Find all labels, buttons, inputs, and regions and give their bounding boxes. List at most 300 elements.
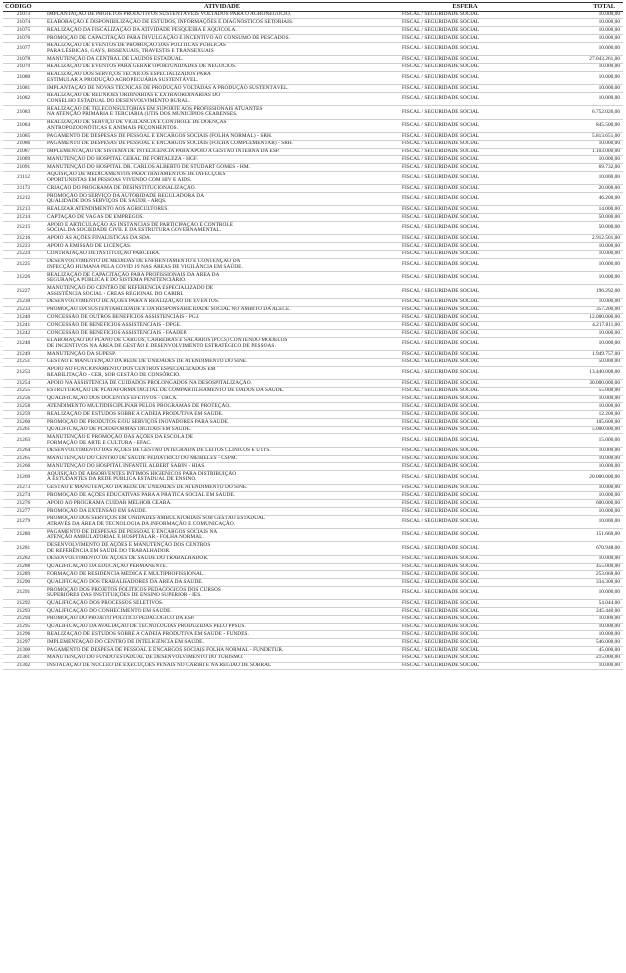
cell-total: 196.292,00 <box>530 285 623 298</box>
table-row <box>3 156 623 164</box>
cell-atividade: MANUTENÇÃO DA CENTRAL DE LAUDOS ESTADUAL. <box>44 56 400 64</box>
table-row <box>3 426 623 434</box>
cell-esfera: FISCAL / SEGURIDADE SOCIAL <box>400 447 530 455</box>
table-row <box>3 71 623 84</box>
cell-atividade: PROMOÇÃO DA EXTENSÃO EM SAÚDE. <box>44 507 400 515</box>
cell-total: 10.000,00 <box>530 403 623 411</box>
cell-codigo: 21173 <box>3 185 44 193</box>
table-row <box>3 358 623 366</box>
table-row <box>3 243 623 251</box>
cell-codigo: 21293 <box>3 608 44 616</box>
cell-total: 10.000,00 <box>530 71 623 84</box>
table-row <box>3 600 623 608</box>
cell-esfera: FISCAL / SEGURIDADE SOCIAL <box>400 206 530 214</box>
cell-codigo: 21302 <box>3 662 44 670</box>
cell-codigo: 21076 <box>3 34 44 42</box>
cell-esfera: FISCAL / SEGURIDADE SOCIAL <box>400 185 530 193</box>
cell-esfera: FISCAL / SEGURIDADE SOCIAL <box>400 314 530 322</box>
cell-esfera: FISCAL / SEGURIDADE SOCIAL <box>400 106 530 119</box>
table-row <box>3 185 623 193</box>
cell-total: 20.000,00 <box>530 185 623 193</box>
cell-atividade: PAGAMENTO DE DESPESA DE PESSOAL E ENCARGOS SOCIAIS FOLHA NORMAL - FUNDETUR. <box>44 647 400 655</box>
cell-esfera: FISCAL / SEGURIDADE SOCIAL <box>400 140 530 148</box>
table-row <box>3 193 623 206</box>
cell-total: 10.000,00 <box>530 484 623 492</box>
cell-codigo: 21263 <box>3 434 44 447</box>
cell-atividade: APOIO AO PROGRAMA CUIDAR MELHOR CEARÁ. <box>44 500 400 508</box>
cell-atividade: PAGAMENTO DE DESPESAS DE PESSOAL E ENCARGOS SOCIAIS (FOLHA NORMAL) - SRH. <box>44 132 400 140</box>
cell-total: 10.000,00 <box>530 92 623 105</box>
cell-atividade: QUALIFICAÇÃO DE PLATAFORMAS DIGITAIS EM SAÚDE. <box>44 426 400 434</box>
cell-esfera: FISCAL / SEGURIDADE SOCIAL <box>400 555 530 563</box>
cell-atividade: REALIZAÇÃO DE SERVIÇO DE VIGILÂNCIA E CONTROLE DE DOENÇAS ANTROPOZOONÓTICAS E ANIMAIS PEÇONHENTOS. <box>44 119 400 132</box>
cell-esfera: FISCAL / SEGURIDADE SOCIAL <box>400 258 530 271</box>
cell-codigo: 21253 <box>3 366 44 379</box>
cell-codigo: 21296 <box>3 631 44 639</box>
table-row <box>3 608 623 616</box>
cell-atividade: APOIO ÀS AÇÕES FINALÍSTICAS DA SDA. <box>44 235 400 243</box>
cell-total: 12.200,00 <box>530 411 623 419</box>
cell-atividade: APOIO E ARTICULAÇÃO ÀS INSTÂNCIAS DE PARTICIPAÇÃO E CONTROLE SOCIAL DA SOCIEDADE CIVIL E DA ESTRUTURA GOVERNAMENTAL. <box>44 221 400 234</box>
cell-total: 10.000,00 <box>530 272 623 285</box>
cell-esfera: FISCAL / SEGURIDADE SOCIAL <box>400 571 530 579</box>
cell-total: 215.000,00 <box>530 654 623 662</box>
cell-atividade: QUALIFICAÇÃO DA AVALIAÇÃO DE TECNOLOGIAS PRODUZIDAS PELO PPSUS. <box>44 623 400 631</box>
cell-total: 10.000,00 <box>530 85 623 93</box>
cell-esfera: FISCAL / SEGURIDADE SOCIAL <box>400 148 530 156</box>
cell-atividade: MANUTENÇÃO DO FUNDO ESTADUAL DE DESENVOLVIMENTO DO TURISMO. <box>44 654 400 662</box>
cell-atividade: REALIZAÇÃO DE EVENTOS PARA GERAR OPORTUNIDADES DE NEGÓCIOS. <box>44 63 400 71</box>
cell-esfera: FISCAL / SEGURIDADE SOCIAL <box>400 11 530 19</box>
cell-codigo: 21279 <box>3 515 44 528</box>
cell-codigo: 21077 <box>3 42 44 55</box>
table-row <box>3 171 623 184</box>
cell-total: 253.068,00 <box>530 571 623 579</box>
table-row <box>3 571 623 579</box>
cell-codigo: 21227 <box>3 285 44 298</box>
cell-esfera: FISCAL / SEGURIDADE SOCIAL <box>400 19 530 27</box>
cell-atividade: CONCESSÃO DE BENEFÍCIOS ASSISTENCIAIS - FAADEP. <box>44 329 400 337</box>
cell-codigo: 21269 <box>3 471 44 484</box>
cell-esfera: FISCAL / SEGURIDADE SOCIAL <box>400 418 530 426</box>
cell-codigo: 21258 <box>3 403 44 411</box>
cell-esfera: FISCAL / SEGURIDADE SOCIAL <box>400 221 530 234</box>
header-total: TOTAL <box>530 3 623 12</box>
cell-total: 15.000,00 <box>530 434 623 447</box>
table-row <box>3 272 623 285</box>
cell-atividade: MANUTENÇÃO DO CENTRO DE SAÚDE PEDIÁTRICO DO MEIRELES - CSPM. <box>44 455 400 463</box>
cell-esfera: FISCAL / SEGURIDADE SOCIAL <box>400 214 530 222</box>
cell-atividade: IMPLANTAÇÃO DE NOVAS TÉCNICAS DE PRODUÇÃO VOLTADAS À PRODUÇÃO SUSTENTÁVEL. <box>44 85 400 93</box>
cell-codigo: 21087 <box>3 148 44 156</box>
cell-codigo: 21289 <box>3 571 44 579</box>
cell-esfera: FISCAL / SEGURIDADE SOCIAL <box>400 471 530 484</box>
cell-atividade: INSTALAÇÃO DE NÚCLEO DE EXECUÇÕES PENAIS NO CARIRI E NA REGIÃO DE SOBRAL <box>44 662 400 670</box>
cell-esfera: FISCAL / SEGURIDADE SOCIAL <box>400 85 530 93</box>
cell-atividade: DESENVOLVIMENTO DE AÇÕES E MANUTENÇÃO DOS CENTROS DE REFERÊNCIA EM SAÚDE DO TRABALHADOR. <box>44 542 400 555</box>
cell-atividade: REALIZAÇÃO DE EVENTOS DE PROMOÇÃO DAS POLÍTICAS PÚBLICAS PARA LÉSBICAS, GAYS, BISSEXUAIS, TRAVESTIS E TRANSEXUAIS <box>44 42 400 55</box>
table-row <box>3 662 623 670</box>
cell-esfera: FISCAL / SEGURIDADE SOCIAL <box>400 579 530 587</box>
table-row <box>3 647 623 655</box>
cell-total: 10.000,00 <box>530 27 623 35</box>
cell-total: 10.000,00 <box>530 492 623 500</box>
table-row <box>3 235 623 243</box>
cell-total: 10.000,00 <box>530 395 623 403</box>
cell-total: 10.000,00 <box>530 662 623 670</box>
cell-total: 55.000,00 <box>530 387 623 395</box>
cell-atividade: GESTÃO E MANUTENÇÃO DA REDE DE UNIDADES DE ATENDIMENTO DO SINE. <box>44 484 400 492</box>
cell-codigo: 21112 <box>3 171 44 184</box>
cell-esfera: FISCAL / SEGURIDADE SOCIAL <box>400 56 530 64</box>
cell-atividade: PAGAMENTO DE DESPESAS DE PESSOAL E ENCARGOS SOCIAIS NA ATENÇÃO AMBULATORIAL E HOSPITALAR - FOLHA NORMAL. <box>44 529 400 542</box>
cell-esfera: FISCAL / SEGURIDADE SOCIAL <box>400 500 530 508</box>
cell-atividade: QUALIFICAÇÃO DOS PROCESSOS SELETIVOS. <box>44 600 400 608</box>
cell-total: 10.000,00 <box>530 140 623 148</box>
cell-codigo: 21249 <box>3 351 44 359</box>
cell-esfera: FISCAL / SEGURIDADE SOCIAL <box>400 639 530 647</box>
cell-total: 54.044,00 <box>530 600 623 608</box>
table-row <box>3 500 623 508</box>
cell-esfera: FISCAL / SEGURIDADE SOCIAL <box>400 243 530 251</box>
cell-codigo: 21241 <box>3 322 44 330</box>
cell-codigo: 21277 <box>3 507 44 515</box>
table-row <box>3 615 623 623</box>
cell-codigo: 21081 <box>3 85 44 93</box>
cell-codigo: 21260 <box>3 418 44 426</box>
cell-esfera: FISCAL / SEGURIDADE SOCIAL <box>400 272 530 285</box>
cell-esfera: FISCAL / SEGURIDADE SOCIAL <box>400 387 530 395</box>
table-row <box>3 306 623 314</box>
cell-atividade: REALIZAÇÃO DOS SERVIÇOS TÉCNICOS ESPECIALIZADOS PARA ESTIMULAR A PRODUÇÃO AGROPECUÁRIA SUSTENTÁVEL. <box>44 71 400 84</box>
cell-total: 10.000,00 <box>530 329 623 337</box>
cell-atividade: QUALIFICAÇÃO DOS TRABALHADORES DA ÁREA DA SAÚDE. <box>44 579 400 587</box>
table-row <box>3 351 623 359</box>
cell-codigo: 21078 <box>3 56 44 64</box>
cell-codigo: 21294 <box>3 615 44 623</box>
cell-esfera: FISCAL / SEGURIDADE SOCIAL <box>400 329 530 337</box>
cell-total: 670.948,00 <box>530 542 623 555</box>
cell-codigo: 21295 <box>3 623 44 631</box>
table-row <box>3 285 623 298</box>
cell-codigo: 21301 <box>3 654 44 662</box>
table-row <box>3 515 623 528</box>
cell-total: 10.000,00 <box>530 586 623 599</box>
table-row <box>3 337 623 350</box>
cell-atividade: REALIZAÇÃO DA FISCALIZAÇÃO DA ATIVIDADE PESQUEIRA E AQUÍCOLA. <box>44 27 400 35</box>
cell-esfera: FISCAL / SEGURIDADE SOCIAL <box>400 306 530 314</box>
cell-codigo: 21082 <box>3 92 44 105</box>
cell-atividade: REALIZAÇÃO DE CAPACITAÇÃO PARA PROFISSIONAIS DA ÁREA DA SEGURANÇA PÚBLICA E DO SISTEMA PENITENCIÁRIO. <box>44 272 400 285</box>
cell-atividade: APOIO A EMISSÃO DE LICENÇAS. <box>44 243 400 251</box>
cell-atividade: ESTRUTURAÇÃO DE PLATAFORMA DIGITAL DE COMPARTILHAMENTO DE DADOS DA SAÚDE. <box>44 387 400 395</box>
cell-total: 10.000,00 <box>530 615 623 623</box>
table-row <box>3 329 623 337</box>
table-row <box>3 366 623 379</box>
cell-total: 1.949.757,00 <box>530 351 623 359</box>
cell-codigo: 21300 <box>3 647 44 655</box>
cell-codigo: 21261 <box>3 426 44 434</box>
table-row <box>3 542 623 555</box>
cell-total: 10.000,00 <box>530 447 623 455</box>
cell-atividade: MANUTENÇÃO DO CENTRO DE REFERÊNCIA ESPECIALIZADO DE ASSISTÊNCIA SOCIAL - CREAS REGIONAL DO CARIRI. <box>44 285 400 298</box>
cell-esfera: FISCAL / SEGURIDADE SOCIAL <box>400 156 530 164</box>
cell-esfera: FISCAL / SEGURIDADE SOCIAL <box>400 563 530 571</box>
cell-total: 13.440.000,00 <box>530 366 623 379</box>
header-row <box>3 3 623 12</box>
table-row <box>3 132 623 140</box>
cell-esfera: FISCAL / SEGURIDADE SOCIAL <box>400 515 530 528</box>
cell-esfera: FISCAL / SEGURIDADE SOCIAL <box>400 631 530 639</box>
cell-codigo: 21280 <box>3 529 44 542</box>
cell-esfera: FISCAL / SEGURIDADE SOCIAL <box>400 662 530 670</box>
cell-esfera: FISCAL / SEGURIDADE SOCIAL <box>400 71 530 84</box>
cell-esfera: FISCAL / SEGURIDADE SOCIAL <box>400 608 530 616</box>
table-row <box>3 623 623 631</box>
cell-atividade: MANUTENÇÃO DO HOSPITAL GERAL DE FORTALEZA - HGF. <box>44 156 400 164</box>
cell-total: 10.000,00 <box>530 623 623 631</box>
table-row <box>3 42 623 55</box>
cell-atividade: REALIZAÇÃO DE REUNIÕES ORDINÁRIAS E EXTRAORDINÁRIAS DO CONSELHO ESTADUAL DO DESENVOLVIMENTO RURAL. <box>44 92 400 105</box>
table-row <box>3 463 623 471</box>
cell-atividade: REALIZAÇÃO DE ESTUDOS SOBRE A CADEIA PRODUTIVA EM SAÚDE. <box>44 411 400 419</box>
cell-total: 10.000,00 <box>530 250 623 258</box>
table-row <box>3 214 623 222</box>
cell-atividade: PROMOÇÃO DOS SERVIÇOS EM UNIDADES AMBULATORIAIS SOB GESTÃO ESTADUAL ATRAVÉS DA ÁREA DE TECNOLOGIA DA INFORMAÇÃO E COMUNICAÇÃO. <box>44 515 400 528</box>
cell-atividade: CONCESSÃO DE OUTROS BENEFÍCIOS ASSISTENCIAIS - PGJ. <box>44 314 400 322</box>
cell-codigo: 21256 <box>3 395 44 403</box>
table-row <box>3 631 623 639</box>
cell-atividade: PROMOÇÃO DE AÇÕES EDUCATIVAS PARA A PRÁTICA SOCIAL EM SAÚDE. <box>44 492 400 500</box>
table-row <box>3 298 623 306</box>
cell-atividade: MANUTENÇÃO DO HOSPITAL DR. CARLOS ALBERTO DE STUDART GOMES - HM. <box>44 164 400 172</box>
table-row <box>3 258 623 271</box>
table-row <box>3 140 623 148</box>
cell-codigo: 21074 <box>3 19 44 27</box>
cell-esfera: FISCAL / SEGURIDADE SOCIAL <box>400 92 530 105</box>
cell-codigo: 21291 <box>3 586 44 599</box>
cell-total: 151.660,00 <box>530 529 623 542</box>
cell-total: 245.440,00 <box>530 608 623 616</box>
cell-codigo: 21259 <box>3 411 44 419</box>
cell-codigo: 21242 <box>3 329 44 337</box>
cell-codigo: 21290 <box>3 579 44 587</box>
table-row <box>3 586 623 599</box>
cell-esfera: FISCAL / SEGURIDADE SOCIAL <box>400 529 530 542</box>
cell-atividade: PROMOÇÃO DE CAPACITAÇÃO PARA DIVULGAÇÃO E INCENTIVO AO CONSUMO DE PESCADOS. <box>44 34 400 42</box>
cell-codigo: 21230 <box>3 298 44 306</box>
cell-codigo: 21226 <box>3 272 44 285</box>
table-row <box>3 63 623 71</box>
cell-esfera: FISCAL / SEGURIDADE SOCIAL <box>400 132 530 140</box>
cell-atividade: CAPTAÇÃO DE VAGAS DE EMPREGOS. <box>44 214 400 222</box>
table-row <box>3 85 623 93</box>
cell-atividade: REALIZAÇÃO DE ESTUDOS SOBRE A CADEIA PRODUTIVA EM SAÚDE - FUNDES. <box>44 631 400 639</box>
cell-codigo: 21216 <box>3 235 44 243</box>
cell-codigo: 21225 <box>3 258 44 271</box>
cell-esfera: FISCAL / SEGURIDADE SOCIAL <box>400 426 530 434</box>
cell-total: 455.000,00 <box>530 563 623 571</box>
cell-esfera: FISCAL / SEGURIDADE SOCIAL <box>400 42 530 55</box>
cell-esfera: FISCAL / SEGURIDADE SOCIAL <box>400 337 530 350</box>
cell-esfera: FISCAL / SEGURIDADE SOCIAL <box>400 351 530 359</box>
cell-total: 10.000,00 <box>530 11 623 19</box>
cell-total: 845.500,00 <box>530 119 623 132</box>
cell-codigo: 21251 <box>3 358 44 366</box>
cell-esfera: FISCAL / SEGURIDADE SOCIAL <box>400 647 530 655</box>
cell-total: 46.200,00 <box>530 193 623 206</box>
table-row <box>3 206 623 214</box>
cell-atividade: CONTRATAÇÃO DE INSTITUIÇÃO PARCEIRA. <box>44 250 400 258</box>
cell-codigo: 21080 <box>3 71 44 84</box>
cell-esfera: FISCAL / SEGURIDADE SOCIAL <box>400 119 530 132</box>
cell-atividade: IMPLEMENTAÇÃO DE SISTEMA DE INTELIGÊNCIA PARA APOIO A GESTÃO INTERNA DA ESP. <box>44 148 400 156</box>
cell-esfera: FISCAL / SEGURIDADE SOCIAL <box>400 380 530 388</box>
cell-total: 10.000,00 <box>530 171 623 184</box>
cell-codigo: 21282 <box>3 555 44 563</box>
cell-codigo: 21091 <box>3 164 44 172</box>
cell-codigo: 21240 <box>3 314 44 322</box>
cell-atividade: IMPLEMENTAÇÃO DO CENTRO DE INTELIGÊNCIA EM SAÚDE. <box>44 639 400 647</box>
table-row <box>3 322 623 330</box>
cell-esfera: FISCAL / SEGURIDADE SOCIAL <box>400 235 530 243</box>
cell-atividade: MANUTENÇÃO DO HOSPITAL INFANTIL ALBERT SABIN - HIAS. <box>44 463 400 471</box>
cell-atividade: ELABORAÇÃO DO PLANO DE CARGOS, CARREIRAS E SALÁRIOS (PCCS) CONTENDO MODELOS DE INCENTIVOS NA ÁREA DE GESTÃO E DESENVOLVIMENTO ESTRATÉGICO DE PESSOAS. <box>44 337 400 350</box>
cell-total: 10.000,00 <box>530 515 623 528</box>
cell-total: 546.000,00 <box>530 639 623 647</box>
cell-total: 2.912.501,00 <box>530 235 623 243</box>
table-row <box>3 563 623 571</box>
cell-codigo: 21073 <box>3 11 44 19</box>
table-header <box>3 3 623 12</box>
cell-total: 5.813.651,00 <box>530 132 623 140</box>
cell-total: 1.103.000,00 <box>530 148 623 156</box>
cell-codigo: 21264 <box>3 447 44 455</box>
table-row <box>3 119 623 132</box>
cell-esfera: FISCAL / SEGURIDADE SOCIAL <box>400 285 530 298</box>
table-row <box>3 34 623 42</box>
cell-codigo: 21288 <box>3 563 44 571</box>
cell-total: 334.300,00 <box>530 579 623 587</box>
cell-atividade: MANUTENÇÃO E PROMOÇÃO DAS AÇÕES DA ESCOLA DE FORMAÇÃO DE ARTE E CULTURA - EFAC. <box>44 434 400 447</box>
cell-atividade: PAGAMENTO DE DESPESAS DE PESSOAL E ENCARGOS SOCIAIS (FOLHA COMPLEMENTAR) - SRH. <box>44 140 400 148</box>
cell-total: 10.000,00 <box>530 455 623 463</box>
cell-atividade: PROMOÇÃO DO SERVIÇO DA AUTORIDADE REGULADORA DA QUALIDADE DOS SERVIÇOS DE SAÚDE - ARQS. <box>44 193 400 206</box>
table-row <box>3 314 623 322</box>
cell-codigo: 21075 <box>3 27 44 35</box>
cell-codigo: 21223 <box>3 243 44 251</box>
cell-codigo: 21213 <box>3 206 44 214</box>
cell-atividade: QUALIFICAÇÃO DO CONHECIMENTO EM SAÚDE. <box>44 608 400 616</box>
cell-esfera: FISCAL / SEGURIDADE SOCIAL <box>400 193 530 206</box>
cell-total: 10.000,00 <box>530 507 623 515</box>
cell-codigo: 21084 <box>3 119 44 132</box>
cell-atividade: DESENVOLVIMENTO DAS AÇÕES DE GESTÃO INTEGRADA DE LEITOS CLÍNICOS E UTI'S. <box>44 447 400 455</box>
cell-atividade: ELABORAÇÃO E DISPONIBILIZAÇÃO DE ESTUDOS, INFORMAÇÕES E DIAGNÓSTICOS SETORIAIS. <box>44 19 400 27</box>
cell-esfera: FISCAL / SEGURIDADE SOCIAL <box>400 434 530 447</box>
cell-codigo: 21297 <box>3 639 44 647</box>
cell-total: 14.000,00 <box>530 206 623 214</box>
cell-esfera: FISCAL / SEGURIDADE SOCIAL <box>400 171 530 184</box>
cell-total: 10.000,00 <box>530 631 623 639</box>
cell-esfera: FISCAL / SEGURIDADE SOCIAL <box>400 411 530 419</box>
cell-total: 10.000,00 <box>530 42 623 55</box>
table-row <box>3 27 623 35</box>
cell-total: 10.000,00 <box>530 19 623 27</box>
cell-esfera: FISCAL / SEGURIDADE SOCIAL <box>400 507 530 515</box>
cell-total: 10.000,00 <box>530 337 623 350</box>
cell-codigo: 21281 <box>3 542 44 555</box>
budget-actions-table <box>3 2 623 670</box>
cell-atividade: APOIO NA ASSISTÊNCIA DE CUIDADOS PROLONGADOS NA DESOSPITALIZAÇÃO. <box>44 380 400 388</box>
cell-atividade: ATENDIMENTO MULTIDISCIPLINAR PELOS PROGRAMAS DE PROTEÇÃO. <box>44 403 400 411</box>
table-row <box>3 529 623 542</box>
cell-codigo: 21214 <box>3 214 44 222</box>
cell-codigo: 21089 <box>3 156 44 164</box>
cell-total: 27.043.261,00 <box>530 56 623 64</box>
cell-atividade: QUALIFICAÇÃO DA EDUCAÇÃO PERMANENTE. <box>44 563 400 571</box>
cell-codigo: 21083 <box>3 106 44 119</box>
cell-esfera: FISCAL / SEGURIDADE SOCIAL <box>400 615 530 623</box>
cell-codigo: 21255 <box>3 387 44 395</box>
cell-atividade: PROMOÇÃO DE PRODUTOS E/OU SERVIÇOS INOVADORES PARA SAÚDE. <box>44 418 400 426</box>
cell-total: 45.000,00 <box>530 647 623 655</box>
cell-total: 12.000.000,00 <box>530 314 623 322</box>
cell-codigo: 21086 <box>3 140 44 148</box>
table-row <box>3 507 623 515</box>
cell-esfera: FISCAL / SEGURIDADE SOCIAL <box>400 492 530 500</box>
cell-esfera: FISCAL / SEGURIDADE SOCIAL <box>400 586 530 599</box>
cell-codigo: 21276 <box>3 500 44 508</box>
table-row <box>3 148 623 156</box>
cell-atividade: APOIO AO FUNCIONAMENTO DOS CENTROS ESPECIALIZADOS EM REABILITAÇÃO - CER, SOB GESTÃO DE CONSÓRCIO. <box>44 366 400 379</box>
cell-atividade: MANUTENÇÃO DA SUPESP. <box>44 351 400 359</box>
cell-total: 20.000.000,00 <box>530 471 623 484</box>
header-esfera: ESFERA <box>400 3 530 12</box>
cell-total: 10.000,00 <box>530 258 623 271</box>
cell-atividade: AQUISIÇÃO DE ABSORVENTES ÍNTIMOS HIGIÊNICOS PARA DISTRIBUIÇÃO À ESTUDANTES DA REDE PÚBLICA ESTADUAL DE ENSINO. <box>44 471 400 484</box>
cell-codigo: 21274 <box>3 492 44 500</box>
cell-total: 50.000,00 <box>530 358 623 366</box>
header-atividade: ATIVIDADE <box>44 3 400 12</box>
cell-atividade: IMPLANTAÇÃO DE PROJETOS PRODUTIVOS SUSTENTÁVEIS VOLTADOS PARA O AGRONEGÓCIO. <box>44 11 400 19</box>
cell-total: 105.600,00 <box>530 418 623 426</box>
cell-atividade: PROMOÇÃO DA SUSTENTABILIDADE E DA RESPONSABILIDADE SOCIAL NO ÂMBITO DA ALECE. <box>44 306 400 314</box>
cell-esfera: FISCAL / SEGURIDADE SOCIAL <box>400 366 530 379</box>
cell-esfera: FISCAL / SEGURIDADE SOCIAL <box>400 322 530 330</box>
cell-total: 10.000,00 <box>530 156 623 164</box>
cell-esfera: FISCAL / SEGURIDADE SOCIAL <box>400 395 530 403</box>
table-row <box>3 56 623 64</box>
cell-total: 10.000,00 <box>530 63 623 71</box>
table-row <box>3 92 623 105</box>
cell-esfera: FISCAL / SEGURIDADE SOCIAL <box>400 298 530 306</box>
cell-esfera: FISCAL / SEGURIDADE SOCIAL <box>400 463 530 471</box>
cell-atividade: FORMAÇÃO DE RESIDÊNCIA MÉDICA E MULTIPROFISSIONAL. <box>44 571 400 579</box>
table-row <box>3 418 623 426</box>
cell-esfera: FISCAL / SEGURIDADE SOCIAL <box>400 34 530 42</box>
table-row <box>3 403 623 411</box>
table-row <box>3 579 623 587</box>
cell-codigo: 21273 <box>3 484 44 492</box>
cell-atividade: GESTÃO E MANUTENÇÃO DA REDE DE UNIDADES DE ATENDIMENTO DO SINE. <box>44 358 400 366</box>
table-row <box>3 395 623 403</box>
cell-total: 10.000,00 <box>530 243 623 251</box>
cell-esfera: FISCAL / SEGURIDADE SOCIAL <box>400 600 530 608</box>
cell-atividade: AQUISIÇÃO DE MEDICAMENTOS PARA TRATAMENTOS DE INFECÇÕES OPORTUNISTAS EM PESSOAS VIVENDO COM HIV E AIDS. <box>44 171 400 184</box>
table-row <box>3 555 623 563</box>
cell-codigo: 21215 <box>3 221 44 234</box>
